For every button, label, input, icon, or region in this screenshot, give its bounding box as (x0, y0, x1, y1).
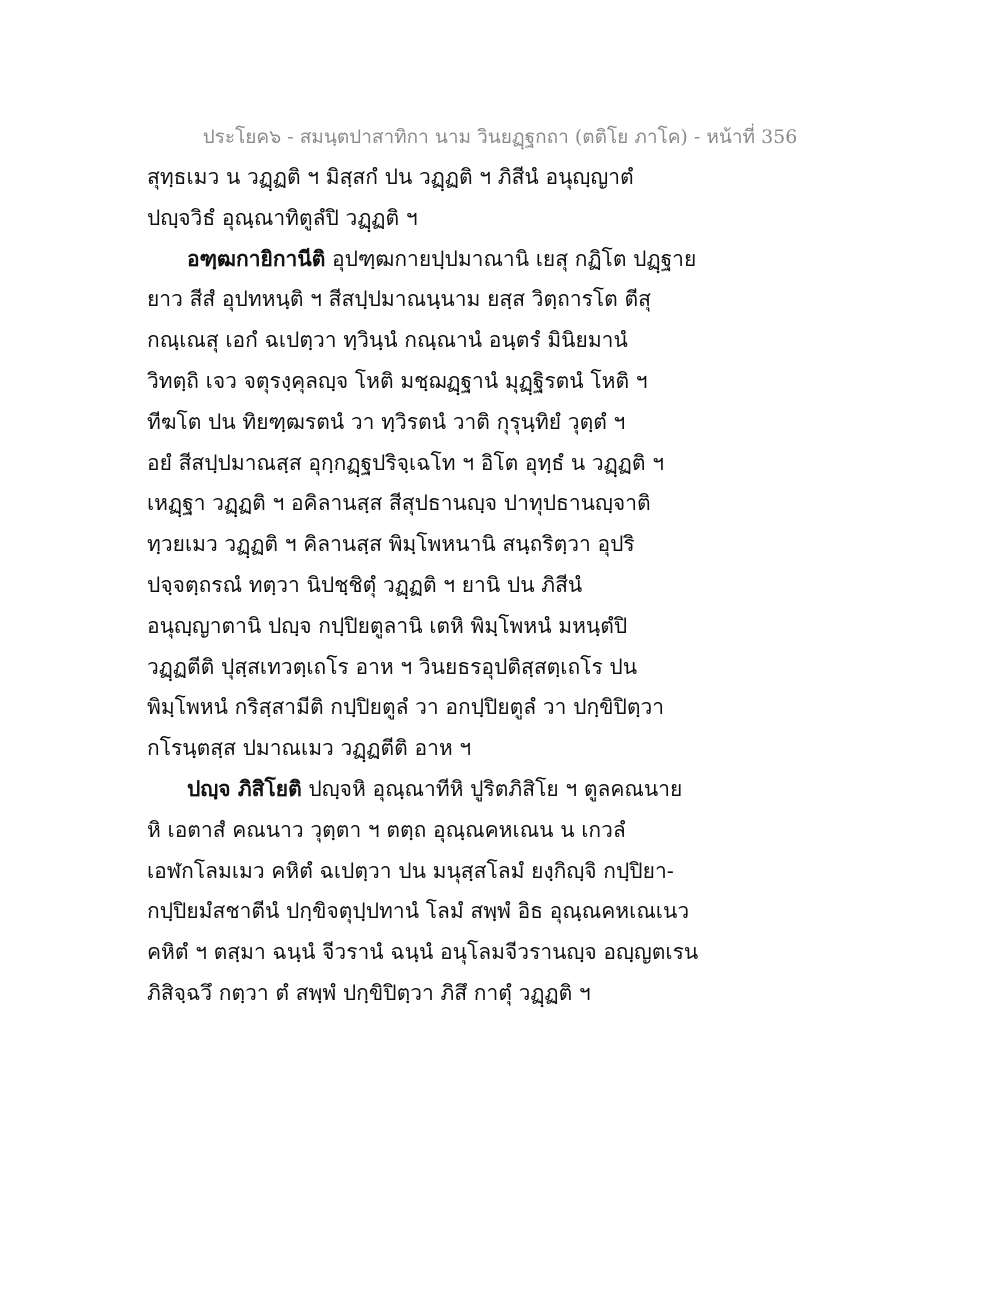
text-line: วฏฺฏตีติ ปุสฺสเทวตฺเถโร อาห ฯ วินยธรอุปติสฺสตฺเถโร ปน (147, 654, 638, 679)
text-line (147, 239, 707, 280)
text-line: ภิสิจฺฉวึ กตฺวา ตํ สพฺพํ ปกฺขิปิตฺวา ภิสึ กาตุํ วฏฺฏติ ฯ (147, 980, 591, 1005)
paragraph-lead-term: อฑฺฒกายิกานีติ (187, 245, 326, 271)
paragraph-lead-term: ปญฺจ ภิสิโยติ (187, 775, 302, 801)
text-line: ปญฺจวิธํ อุณฺณาทิตูลํปิ วฏฺฏติ ฯ (147, 205, 418, 230)
running-header: ประโยค๖ - สมนฺตปาสาทิกา นาม วินยฏฺฐกถา (ตติโย ภาโค) - หน้าที่ 356 (202, 126, 798, 148)
text-line: คหิตํ ฯ ตสฺมา ฉนฺนํ จีวรานํ ฉนฺนํ อนุโลมจีวรานญฺจ อญฺญตเรน (147, 940, 699, 965)
text-line: หิ เอตาสํ คณนาว วุตฺตา ฯ ตตฺถ อุณฺณคหเณน น เกวลํ (147, 817, 626, 842)
text-run: ปญฺจหิ อุณฺณาทีหิ ปูริตภิสิโย ฯ ตูลคณนาย (301, 776, 683, 801)
text-line: พิมฺโพหนํ กริสฺสามีติ กปฺปิยตูลํ วา อกปฺปิยตูลํ วา ปกฺขิปิตฺวา (147, 695, 665, 720)
text-line: อนุญฺญาตานิ ปญฺจ กปฺปิยตูลานิ เตหิ พิมฺโพหนํ มหนฺตํปิ (147, 613, 628, 638)
text-line: สุทฺธเมว น วฏฺฏติ ฯ มิสฺสกํ ปน วฏฺฏติ ฯ ภิสีนํ อนุญฺญาตํ (147, 165, 634, 189)
text-line: วิทตฺถิ เจว จตุรงฺคุลญฺจ โหติ มชฺฌฏฺฐานํ มุฏฺฐิรตนํ โหติ ฯ (147, 368, 648, 393)
text-line: กปฺปิยมํสชาตีนํ ปกฺขิจตุปฺปทานํ โลมํ สพฺพํ อิธ อุณฺณคหเณเนว (147, 899, 690, 924)
text-line: ยาว สีสํ อุปทหนฺติ ฯ สีสปฺปมาณนฺนาม ยสฺส วิตฺถารโต ตีสุ (147, 287, 651, 312)
text-line: อยํ สีสปฺปมาณสฺส อุกฺกฏฺฐปริจฺเฉโท ฯ อิโต อุทฺธํ น วฏฺฏติ ฯ (147, 450, 664, 475)
text-line: ทฺวยเมว วฏฺฏติ ฯ คิลานสฺส พิมฺโพหนานิ สนฺถริตฺวา อุปริ (147, 532, 635, 557)
text-line: เอฬกโลมเมว คหิตํ ฉเปตฺวา ปน มนุสฺสโลมํ ยงฺกิญฺจิ กปฺปิยา- (147, 858, 674, 883)
text-run: อุปฑฺฒกายปฺปมาณานิ เยสุ กฏิโต ปฏฺฐาย (325, 246, 697, 271)
text-line: กณฺเณสุ เอกํ ฉเปตฺวา ทฺวินฺนํ กณฺณานํ อนฺตรํ มินิยมานํ (147, 328, 628, 353)
text-line: ทีฆโต ปน ทิยฑฺฒรตนํ วา ทฺวิรตนํ วาติ กุรุนฺทิยํ วุตฺตํ ฯ (147, 409, 626, 434)
text-line: กโรนฺตสฺส ปมาณเมว วฏฺฏตีติ อาห ฯ (147, 736, 472, 761)
text-line (147, 769, 707, 810)
text-line: ปจฺจตฺถรณํ ทตฺวา นิปชฺชิตุํ วฏฺฏติ ฯ ยานิ ปน ภิสีนํ (147, 572, 583, 597)
text-line: เหฏฺฐา วฏฺฏติ ฯ อคิลานสฺส สีสุปธานญฺจ ปาทุปธานญฺจาติ (147, 491, 651, 516)
body-text (147, 157, 707, 1014)
